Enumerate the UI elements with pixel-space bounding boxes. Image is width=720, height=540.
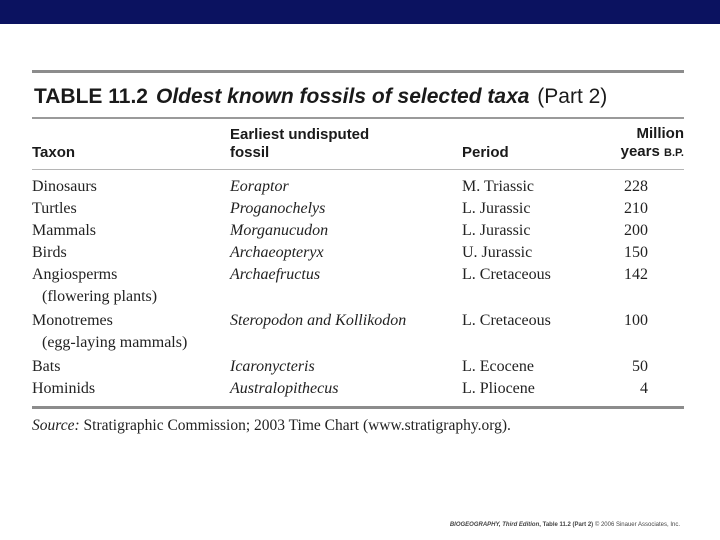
table-row bbox=[32, 198, 684, 220]
period-cell: L. Pliocene bbox=[462, 380, 535, 397]
taxon-note: (egg-laying mammals) bbox=[42, 334, 188, 351]
years-cell: 228 bbox=[624, 178, 648, 195]
years-cell: 150 bbox=[624, 244, 648, 261]
taxon-cell: Hominids bbox=[32, 380, 96, 397]
header-fossil bbox=[230, 119, 462, 169]
header-row bbox=[32, 119, 684, 169]
fossil-cell: Archaeopteryx bbox=[230, 244, 324, 261]
years-cell: 4 bbox=[640, 380, 648, 397]
years-cell: 142 bbox=[624, 266, 648, 283]
fossil-cell: Proganochelys bbox=[230, 200, 326, 217]
fossil-cell: Morganucudon bbox=[230, 222, 329, 239]
header-fossil-line1: Earliest undisputed bbox=[230, 126, 370, 143]
period-cell: M. Triassic bbox=[462, 178, 535, 195]
table-row bbox=[32, 378, 684, 406]
header-years bbox=[588, 119, 684, 169]
table-name: Oldest known fossils of selected taxa bbox=[155, 85, 530, 108]
fossil-cell: Archaefructus bbox=[230, 266, 321, 283]
years-cell: 200 bbox=[624, 222, 648, 239]
fossil-cell: Eoraptor bbox=[230, 178, 289, 195]
header-taxon: Taxon bbox=[32, 144, 76, 161]
taxon-cell: Turtles bbox=[32, 200, 77, 217]
header-fossil-line2: fossil bbox=[230, 144, 270, 161]
fossil-cell: Australopithecus bbox=[230, 380, 339, 397]
table-figure bbox=[32, 70, 684, 435]
years-cell: 50 bbox=[632, 358, 648, 375]
taxon-cell bbox=[32, 308, 230, 354]
table-row bbox=[32, 264, 684, 308]
footer-credit bbox=[450, 522, 680, 528]
years-cell: 100 bbox=[624, 312, 648, 329]
taxon-cell: Bats bbox=[32, 358, 61, 375]
source-text: Stratigraphic Commission; 2003 Time Chart (www.stratigraphy.org). bbox=[83, 417, 511, 434]
table-title bbox=[32, 73, 684, 117]
table-row bbox=[32, 220, 684, 242]
period-cell: L. Jurassic bbox=[462, 222, 531, 239]
taxon-name: Angiosperms bbox=[32, 266, 118, 283]
taxon-note: (flowering plants) bbox=[42, 288, 158, 305]
taxon-cell bbox=[32, 264, 230, 308]
footer-copyright: © 2006 Sinauer Associates, Inc. bbox=[594, 522, 680, 528]
header-years-suffix: B.P. bbox=[664, 147, 684, 159]
table-row bbox=[32, 308, 684, 354]
source-note bbox=[32, 409, 684, 435]
period-cell: L. Cretaceous bbox=[462, 312, 551, 329]
fossil-table bbox=[32, 119, 684, 406]
fossil-cell: Steropodon and Kollikodon bbox=[230, 312, 407, 329]
taxon-cell: Mammals bbox=[32, 222, 96, 239]
table-row bbox=[32, 354, 684, 378]
top-banner bbox=[0, 0, 720, 24]
table-row bbox=[32, 170, 684, 198]
period-cell: U. Jurassic bbox=[462, 244, 533, 261]
footer-table-ref: , Table 11.2 (Part 2) bbox=[539, 522, 594, 528]
period-cell: L. Cretaceous bbox=[462, 266, 551, 283]
header-years-line1: Million bbox=[636, 125, 684, 142]
taxon-cell: Dinosaurs bbox=[32, 178, 97, 195]
taxon-name: Monotremes bbox=[32, 312, 113, 329]
years-cell: 210 bbox=[624, 200, 648, 217]
footer-book: BIOGEOGRAPHY, Third Edition bbox=[449, 522, 540, 528]
header-years-line2: years bbox=[620, 143, 660, 160]
source-label: Source: bbox=[32, 417, 80, 434]
header-period: Period bbox=[462, 144, 509, 161]
table-label: TABLE 11.2 bbox=[34, 85, 148, 108]
table-row bbox=[32, 242, 684, 264]
fossil-cell: Icaronycteris bbox=[230, 358, 315, 375]
taxon-cell: Birds bbox=[32, 244, 67, 261]
period-cell: L. Ecocene bbox=[462, 358, 534, 375]
period-cell: L. Jurassic bbox=[462, 200, 531, 217]
table-part: (Part 2) bbox=[537, 85, 608, 108]
